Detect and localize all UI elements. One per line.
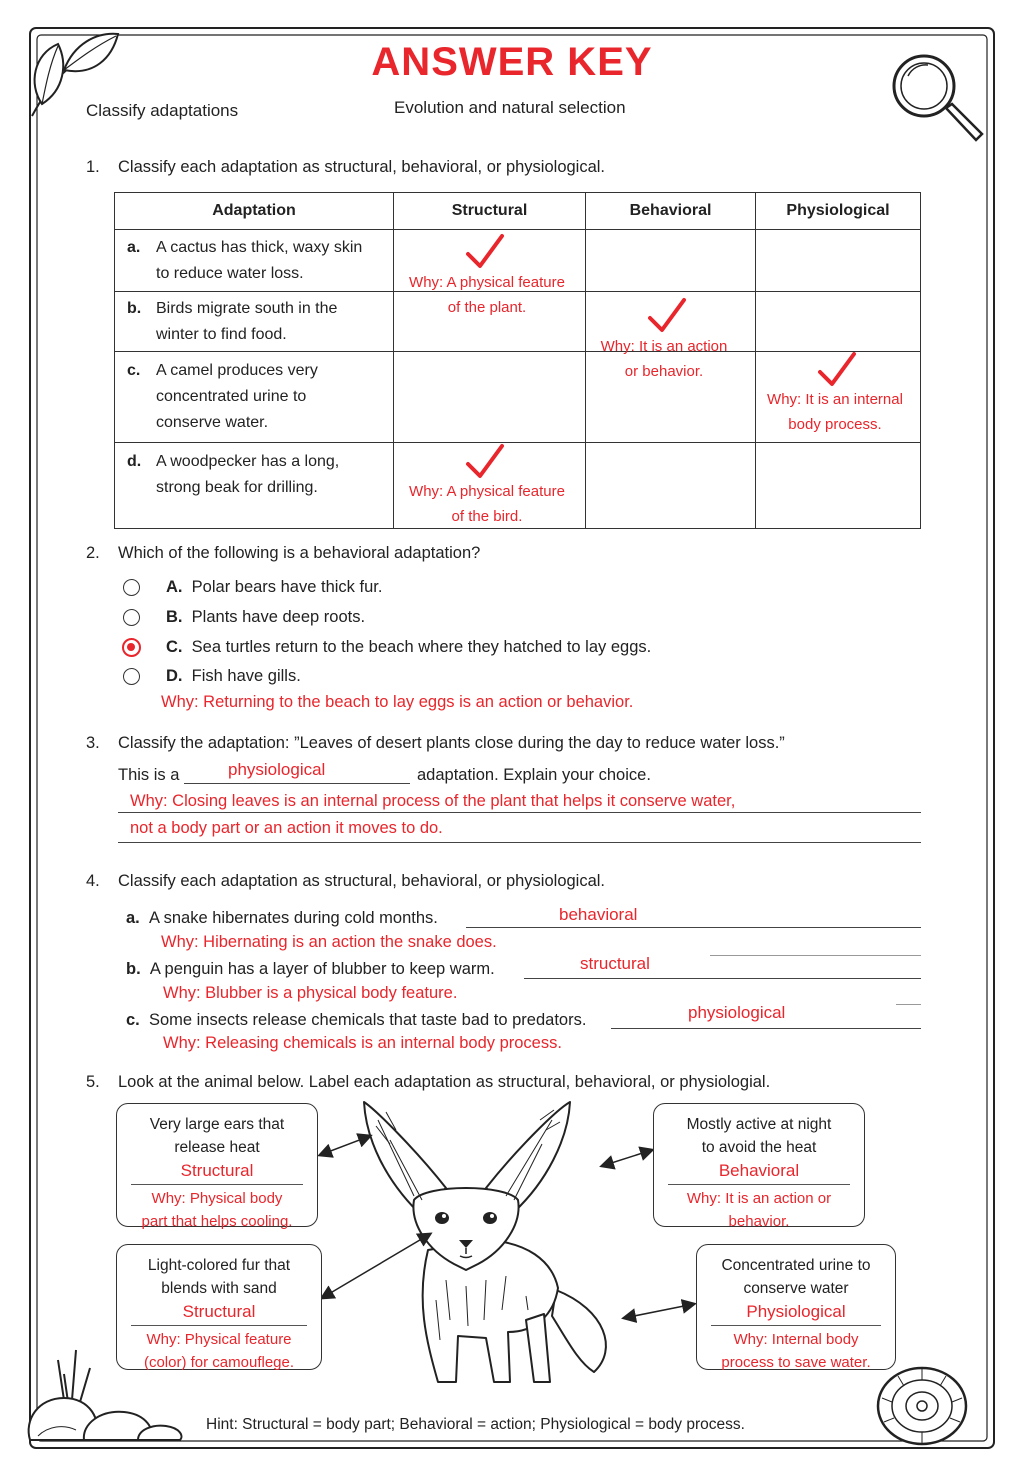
q5-prompt: Look at the animal below. Label each adaptation as structural, behavioral, or physiologial. (118, 1073, 771, 1091)
option-text: Sea turtles return to the beach where they hatched to lay eggs. (191, 638, 652, 656)
option-letter: D. (166, 667, 183, 685)
item-text: A snake hibernates during cold months. (148, 909, 438, 927)
box-text: conserve water (743, 1280, 849, 1297)
row-letter: c. (127, 362, 141, 379)
row-letter: b. (127, 299, 142, 317)
q1-number: 1. (86, 158, 100, 176)
box-why: Why: Physical feature (146, 1331, 292, 1348)
q3-number: 3. (86, 734, 100, 752)
box-why: Why: It is an action or (686, 1190, 832, 1207)
box-text: Light-colored fur that (147, 1257, 291, 1274)
why-text: of the plant. (447, 299, 527, 316)
q3-tail: adaptation. Explain your choice. (417, 766, 651, 784)
box-answer: Structural (182, 1302, 256, 1321)
label-box-ears (116, 1103, 318, 1230)
answer-key-title: ANSWER KEY (371, 40, 653, 84)
rocks-icon (24, 1340, 204, 1450)
q4-answer-c: physiological (688, 1003, 786, 1022)
q4-why-a: Why: Hibernating is an action the snake does. (161, 933, 497, 951)
option-text: Fish have gills. (191, 667, 301, 685)
row-text: A woodpecker has a long, (156, 453, 340, 470)
row-text: concentrated urine to (156, 388, 307, 405)
box-text: release heat (174, 1139, 260, 1156)
row-text: A camel produces very (156, 362, 318, 379)
q4-why-b: Why: Blubber is a physical body feature. (163, 984, 458, 1002)
q4-answer-a: behavioral (559, 905, 638, 924)
why-text: Why: A physical feature (409, 483, 565, 500)
q3-prompt: Classify the adaptation: ”Leaves of desert plants close during the day to reduce water loss.” (118, 734, 785, 752)
row-letter: d. (127, 453, 142, 470)
why-text: Why: It is an internal (767, 391, 903, 408)
col-structural: Structural (394, 193, 586, 230)
q3-answer: physiological (228, 760, 326, 779)
option-text: Polar bears have thick fur. (191, 578, 383, 596)
option-letter: C. (166, 638, 183, 656)
box-answer: Structural (180, 1161, 254, 1180)
box-why: behavior. (728, 1213, 790, 1230)
q4-prompt: Classify each adaptation as structural, behavioral, or physiological. (118, 872, 606, 890)
q4-why-c: Why: Releasing chemicals is an internal body process. (163, 1034, 562, 1052)
option-text: Plants have deep roots. (191, 608, 366, 626)
box-answer: Behavioral (718, 1161, 800, 1180)
box-answer: Physiological (746, 1302, 846, 1321)
q2-number: 2. (86, 544, 100, 562)
q2-prompt: Which of the following is a behavioral adaptation? (118, 544, 481, 562)
ammonite-shell-icon (872, 1362, 972, 1446)
box-why: Why: Physical body (151, 1190, 283, 1207)
why-text: Why: It is an action (600, 338, 728, 355)
q4-number: 4. (86, 872, 100, 890)
q3-why-line2: not a body part or an action it moves to do. (130, 819, 443, 837)
q2-why: Why: Returning to the beach to lay eggs is an action or behavior. (161, 693, 634, 711)
why-text: body process. (788, 416, 882, 433)
box-why: (color) for camouflege. (143, 1354, 295, 1371)
box-text: Very large ears that (149, 1116, 285, 1133)
why-text: of the bird. (451, 508, 523, 525)
col-adaptation: Adaptation (115, 193, 394, 230)
col-behavioral: Behavioral (586, 193, 756, 230)
row-text: Birds migrate south in the (156, 299, 338, 317)
option-letter: A. (166, 578, 183, 596)
hint-text: Hint: Structural = body part; Behavioral = action; Physiological = body process. (206, 1416, 745, 1433)
box-text: Mostly active at night (686, 1116, 832, 1133)
why-text: Why: A physical feature (409, 274, 565, 291)
col-physiological: Physiological (756, 193, 921, 230)
box-why: Why: Internal body (733, 1331, 859, 1348)
row-text: strong beak for drilling. (156, 479, 318, 496)
q4-answer-b: structural (580, 954, 650, 973)
q3-why-line1: Why: Closing leaves is an internal process of the plant that helps it conserve water, (130, 792, 736, 810)
center-subtitle: Evolution and natural selection (394, 98, 626, 117)
q3-lead: This is a (118, 766, 180, 784)
row-text: winter to find food. (156, 325, 287, 343)
row-letter: a. (127, 238, 141, 256)
label-box-urine (696, 1244, 896, 1370)
q5-number: 5. (86, 1073, 100, 1091)
item-text: Some insects release chemicals that taste bad to predators. (148, 1011, 587, 1029)
row-text: conserve water. (156, 414, 269, 431)
item-letter: b. (126, 960, 141, 978)
box-why: process to save water. (721, 1354, 871, 1371)
why-text: or behavior. (624, 363, 704, 380)
item-letter: a. (126, 909, 140, 927)
row-text: to reduce water loss. (156, 264, 304, 282)
box-text: blends with sand (161, 1280, 277, 1297)
label-box-night (653, 1103, 865, 1230)
option-letter: B. (166, 608, 183, 626)
box-text: Concentrated urine to (721, 1257, 871, 1274)
row-text: A cactus has thick, waxy skin (156, 238, 363, 256)
left-subtitle: Classify adaptations (86, 101, 239, 120)
box-why: part that helps cooling. (141, 1213, 293, 1230)
item-text: A penguin has a layer of blubber to keep warm. (149, 960, 495, 978)
q1-prompt: Classify each adaptation as structural, behavioral, or physiological. (118, 158, 606, 176)
item-letter: c. (126, 1011, 140, 1029)
box-text: to avoid the heat (701, 1139, 817, 1156)
